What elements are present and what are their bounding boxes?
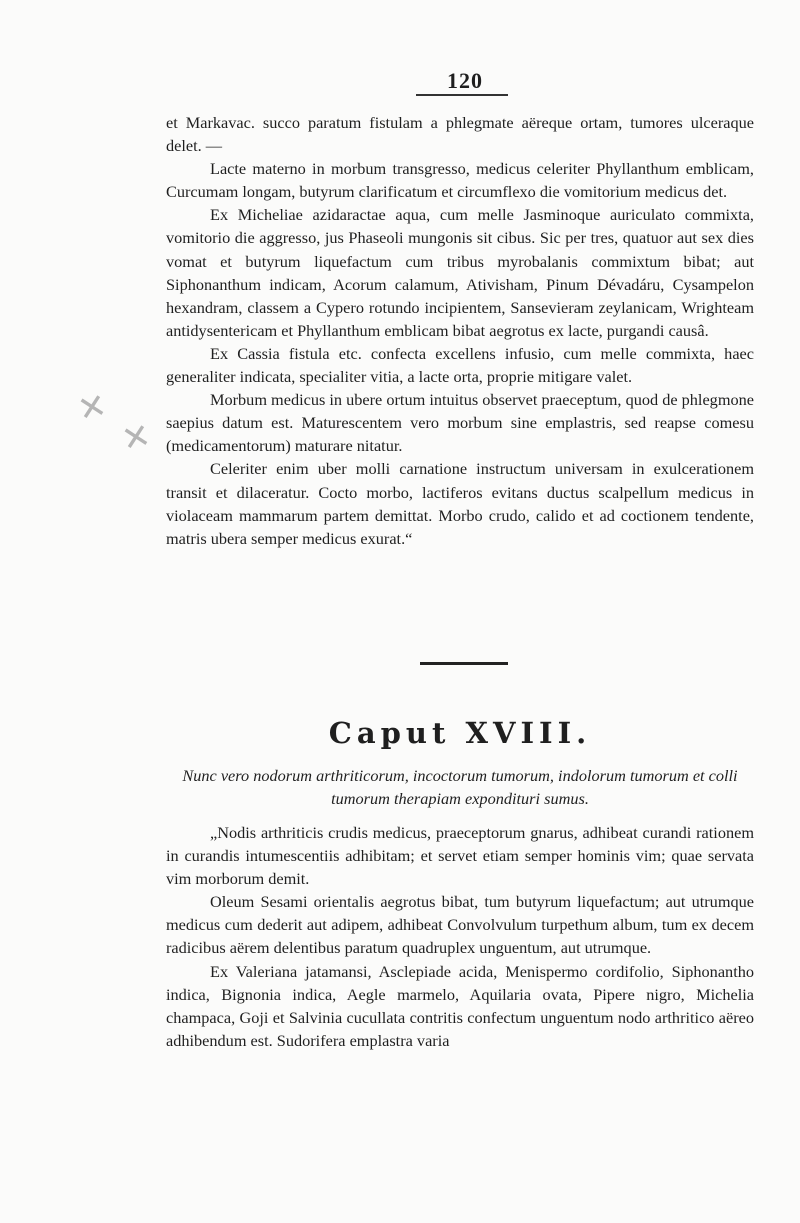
- paragraph: Ex Micheliae azidaractae aqua, cum melle Jasminoque auriculato commixta, vomitorio die aggresso, jus Phaseoli mungonis sit cibus. Sic per tres, quatuor aut sex dies vomat et butyrum liquefactum cum tribus myrobalanis commixtum bibat; aut Siphonanthum indicam, Acorum calamum, Ativisham, Pinum Dévadáru, Cysampelon hexandram, classem a Cypero rotundo incipientem, Sansevieram zeylanicam, Wrighteam antidysentericam et Phyllanthum emblicam bibat aegrotus ex lacte, purgandi causâ.: [166, 205, 754, 340]
- paragraph: Celeriter enim uber molli carnatione instructum universam in exulcerationem transit et dilaceratur. Cocto morbo, lactiferos evitans ductus scalpellum medicus in violaceam mammarum partem demittat. Morbo crudo, calido et ad coctionem tendente, matris ubera semper medicus exurat.“: [166, 459, 754, 548]
- chapter-title: Caput XVIII.: [328, 716, 592, 750]
- paragraph: Lacte materno in morbum transgresso, medicus celeriter Phyllanthum emblicam, Curcumam longam, butyrum clarificatum et circumflexo die vomitorium medicus det.: [166, 159, 754, 202]
- paragraph: et Markavac. succo paratum fistulam a phlegmate aëreque ortam, tumores ulceraque delet. —: [166, 113, 754, 156]
- page-number-rule: [416, 94, 508, 96]
- paragraph: Ex Valeriana jatamansi, Asclepiade acida, Menispermo cordifolio, Siphonantho indica, Bignonia indica, Aegle marmelo, Aquilaria ovata, Pipere nigro, Michelia champaca, Goji et Salvinia cucullata contritis confectum unguentum nodo arthritico aëreo adhibendum est. Sudorifera emplastra varia: [166, 961, 754, 1050]
- pencil-mark-icon: ✕: [74, 385, 111, 431]
- paragraph: Oleum Sesami orientalis aegrotus bibat, tum butyrum liquefactum; aut utrumque medicus cum dederit aut adipem, adhibeat Convolvulum turpethum album, tum ex decem radicibus aërem delentibus paratum quadruplex unguentum, aut utrumque.: [166, 892, 754, 958]
- body-text-top: [166, 111, 754, 550]
- pencil-mark-icon: ✕: [118, 415, 155, 461]
- paragraph: Ex Cassia fistula etc. confecta excellens infusio, cum melle commixta, haec generaliter indicata, specialiter vitia, a lacte orta, proprie mitigare valet.: [166, 343, 754, 387]
- page-number: 120: [447, 68, 483, 93]
- paragraph: „Nodis arthriticis crudis medicus, praeceptorum gnarus, adhibeat curandi rationem in curandis intumescentiis adhibitam; et servet etiam semper hominis vim; quae servata vim morborum demit.: [166, 823, 754, 889]
- section-divider: [420, 662, 508, 665]
- paragraph: Morbum medicus in ubere ortum intuitus observet praeceptum, quod de phlegmone saepius datum est. Maturescentem vero morbum sine emplastris, sed reapse comesu (medicamentorum) maturare nitatur.: [166, 390, 754, 456]
- chapter-subtitle: Nunc vero nodorum arthriticorum, incoctorum tumorum, indolorum tumorum et colli tumorum therapiam expondituri sumus.: [182, 766, 738, 808]
- body-text-bottom: [166, 821, 754, 1052]
